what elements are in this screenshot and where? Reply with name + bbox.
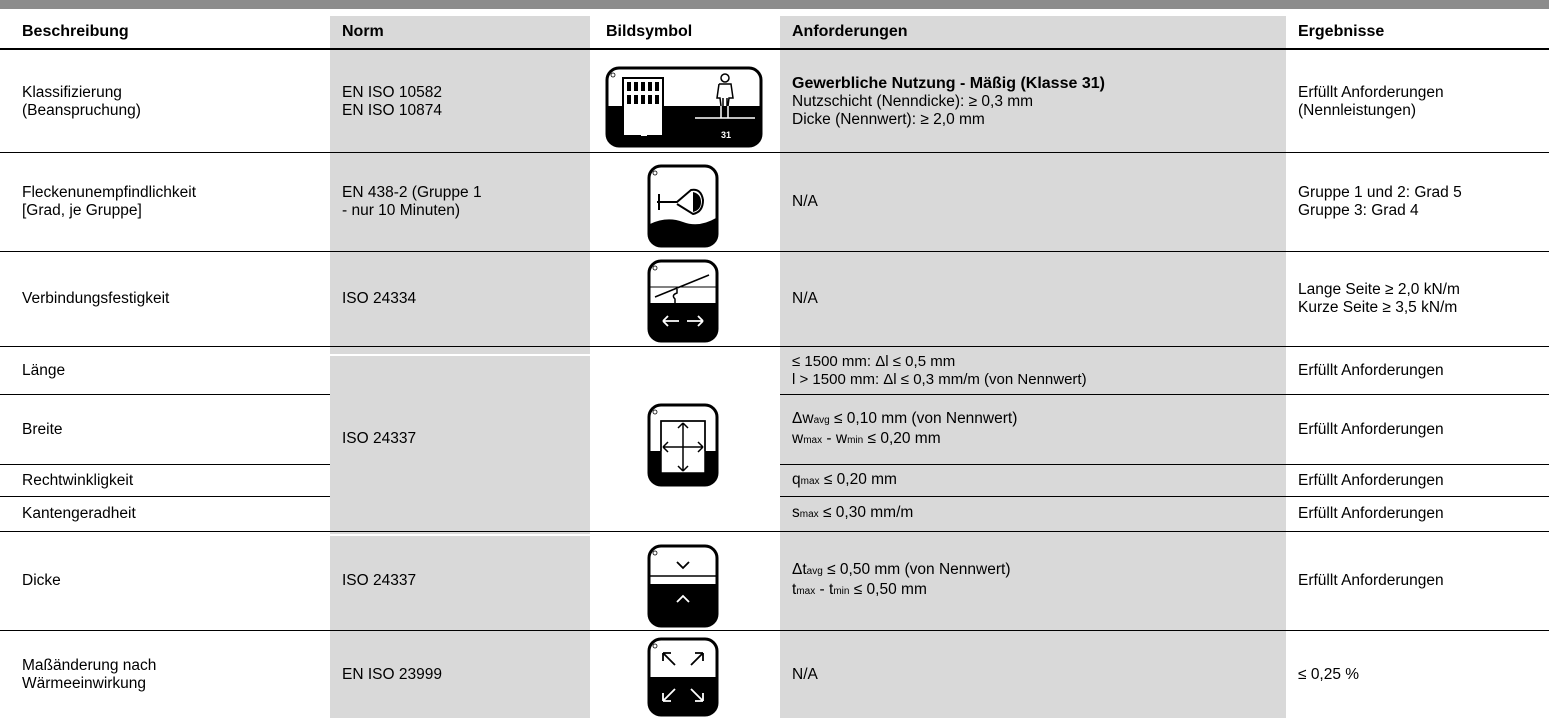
- row5-req-line2: [792, 430, 1272, 450]
- row7-res: [1298, 497, 1538, 531]
- row6-req-post: ≤ 0,20 mm: [819, 470, 897, 488]
- row6-res: [1298, 465, 1538, 496]
- row8-req-line2: [792, 581, 1272, 601]
- row4-desc-line1: Länge: [22, 361, 66, 379]
- row3-res-line1: Lange Seite ≥ 2,0 kN/m: [1298, 281, 1460, 298]
- row3-desc: [22, 252, 322, 346]
- header-anforderungen: Anforderungen: [792, 23, 908, 40]
- row9-desc-line1: Maßänderung nach: [22, 656, 157, 674]
- row3-norm-line1: ISO 24334: [342, 290, 417, 307]
- row8-norm-line1: ISO 24337: [342, 572, 417, 589]
- thickness-icon: [647, 544, 719, 628]
- row3-res-line2: Kurze Seite ≥ 3,5 kN/m: [1298, 299, 1458, 316]
- row5-req-line2-sub2: min: [847, 434, 864, 446]
- header-bildsymbol: Bildsymbol: [606, 23, 693, 40]
- row1-req-line1: Nutzschicht (Nenndicke): ≥ 0,3 mm: [792, 92, 1034, 110]
- row6-desc-line1: Rechtwinkligkeit: [22, 471, 134, 489]
- row4-req-line1: ≤ 1500 mm: Δl ≤ 0,5 mm: [792, 352, 956, 370]
- row5-desc: [22, 395, 322, 464]
- row7-res-line1: Erfüllt Anforderungen: [1298, 505, 1444, 522]
- row1-res-line1: Erfüllt Anforderungen: [1298, 83, 1444, 101]
- header-norm: Norm: [342, 23, 384, 40]
- row5-req-line2-pre: w: [792, 429, 804, 447]
- row1-req-line2: Dicke (Nennwert): ≥ 2,0 mm: [792, 110, 985, 128]
- row1-req-bold: Gewerbliche Nutzung - Mäßig (Klasse 31): [792, 74, 1105, 92]
- row8-req-line1-pre: Δt: [792, 561, 807, 578]
- row2-desc-line2: [Grad, je Gruppe]: [22, 202, 142, 219]
- row3-req: [792, 252, 1272, 346]
- group-norm-text: ISO 24337: [342, 430, 417, 447]
- row6-res-line1: Erfüllt Anforderungen: [1298, 471, 1444, 489]
- row1-res-line2: (Nennleistungen): [1298, 101, 1417, 119]
- row5-req-line1-pre: Δw: [792, 409, 814, 427]
- row8-req-line2-sub: max: [796, 586, 816, 597]
- row8-res: [1298, 532, 1538, 630]
- row6-desc: [22, 465, 322, 496]
- row2-norm-line1: EN 438-2 (Gruppe 1: [342, 184, 482, 201]
- row9-res: [1298, 631, 1538, 718]
- row6-req-sub: max: [800, 475, 820, 487]
- row7-req-line1: [792, 504, 1272, 524]
- row6-req-line1: [792, 471, 1272, 491]
- row3-norm: [342, 252, 582, 346]
- row9-norm: [342, 631, 582, 718]
- joint-strength-icon: [647, 259, 719, 343]
- row2-norm-line2: - nur 10 Minuten): [342, 202, 461, 219]
- class-31-label: 31: [721, 130, 732, 140]
- row8-desc-line1: Dicke: [22, 572, 61, 589]
- row8-req: [792, 532, 1272, 630]
- row6-req-pre: q: [792, 470, 801, 488]
- row7-req-post: ≤ 0,30 mm/m: [818, 504, 914, 521]
- row7-desc-line1: Kantengeradheit: [22, 505, 136, 522]
- row5-req-line2-post: ≤ 0,20 mm: [863, 429, 941, 447]
- row7-req-sub: max: [799, 509, 819, 520]
- row7-req: [792, 497, 1272, 531]
- row8-res-line1: Erfüllt Anforderungen: [1298, 572, 1444, 589]
- row4-desc: [22, 347, 322, 394]
- row5-req-line1-post: ≤ 0,10 mm (von Nennwert): [829, 409, 1018, 427]
- row8-req-line1-post: ≤ 0,50 mm (von Nennwert): [822, 561, 1011, 578]
- row9-desc: [22, 631, 322, 718]
- row8-req-line1: [792, 561, 1272, 581]
- row8-req-line1-sub: avg: [806, 566, 823, 577]
- row1-norm-line2: EN ISO 10874: [342, 101, 442, 119]
- row2-desc: [22, 153, 322, 251]
- header-rule: [0, 48, 1549, 50]
- row2-norm: [342, 153, 582, 251]
- row8-req-line2-sub2: min: [833, 586, 850, 597]
- row4-req: [792, 347, 1272, 394]
- row8-norm: [342, 532, 582, 630]
- row9-desc-line2: Wärmeeinwirkung: [22, 674, 147, 692]
- group-norm: [342, 347, 582, 531]
- header-ergebnisse: Ergebnisse: [1298, 23, 1385, 40]
- row5-req: [792, 395, 1272, 464]
- row1-norm-line1: EN ISO 10582: [342, 83, 442, 101]
- header-beschreibung: Beschreibung: [22, 23, 129, 40]
- row4-res: [1298, 347, 1538, 394]
- row9-req-line1: N/A: [792, 665, 818, 683]
- row1-req: [792, 52, 1272, 151]
- row1-norm: [342, 52, 582, 151]
- row1-desc: [22, 52, 322, 151]
- row8-desc: [22, 532, 322, 630]
- building-person-class-31-icon: [605, 66, 763, 148]
- row4-res-line1: Erfüllt Anforderungen: [1298, 361, 1444, 379]
- row8-req-line2-mid: - t: [815, 581, 834, 598]
- row2-req-line1: N/A: [792, 193, 818, 210]
- dimensional-arrows-icon: [647, 403, 719, 487]
- row3-req-line1: N/A: [792, 290, 818, 307]
- row9-norm-line1: EN ISO 23999: [342, 665, 442, 683]
- row5-desc-line1: Breite: [22, 420, 63, 438]
- dimension-change-heat-icon: [647, 637, 719, 717]
- row1-desc-line2: (Beanspruchung): [22, 101, 141, 119]
- row5-req-line2-sub: max: [803, 434, 823, 446]
- row2-desc-line1: Fleckenunempfindlichkeit: [22, 184, 197, 201]
- row6-req: [792, 465, 1272, 496]
- row2-res-line2: Gruppe 3: Grad 4: [1298, 202, 1419, 219]
- row2-res-line1: Gruppe 1 und 2: Grad 5: [1298, 184, 1462, 201]
- row5-req-line1: [792, 410, 1272, 430]
- row2-req: [792, 153, 1272, 251]
- row4-req-line2: l > 1500 mm: Δl ≤ 0,3 mm/m (von Nennwert): [792, 370, 1087, 388]
- row8-req-line2-post: ≤ 0,50 mm: [849, 581, 927, 598]
- row9-res-line1: ≤ 0,25 %: [1298, 665, 1360, 683]
- row1-desc-line1: Klassifizierung: [22, 83, 122, 101]
- row5-res: [1298, 395, 1538, 464]
- row8-req-line2-pre: t: [792, 581, 797, 598]
- row3-desc-line1: Verbindungsfestigkeit: [22, 290, 170, 307]
- row3-res: [1298, 252, 1538, 346]
- row7-req-pre: s: [792, 504, 800, 521]
- row2-res: [1298, 153, 1538, 251]
- row9-req: [792, 631, 1272, 718]
- row5-req-line2-mid: - w: [822, 429, 848, 447]
- row7-desc: [22, 497, 322, 531]
- row5-req-line1-sub: avg: [813, 414, 830, 426]
- row5-res-line1: Erfüllt Anforderungen: [1298, 420, 1444, 438]
- row1-res: [1298, 52, 1538, 151]
- spilled-glass-icon: [647, 164, 719, 248]
